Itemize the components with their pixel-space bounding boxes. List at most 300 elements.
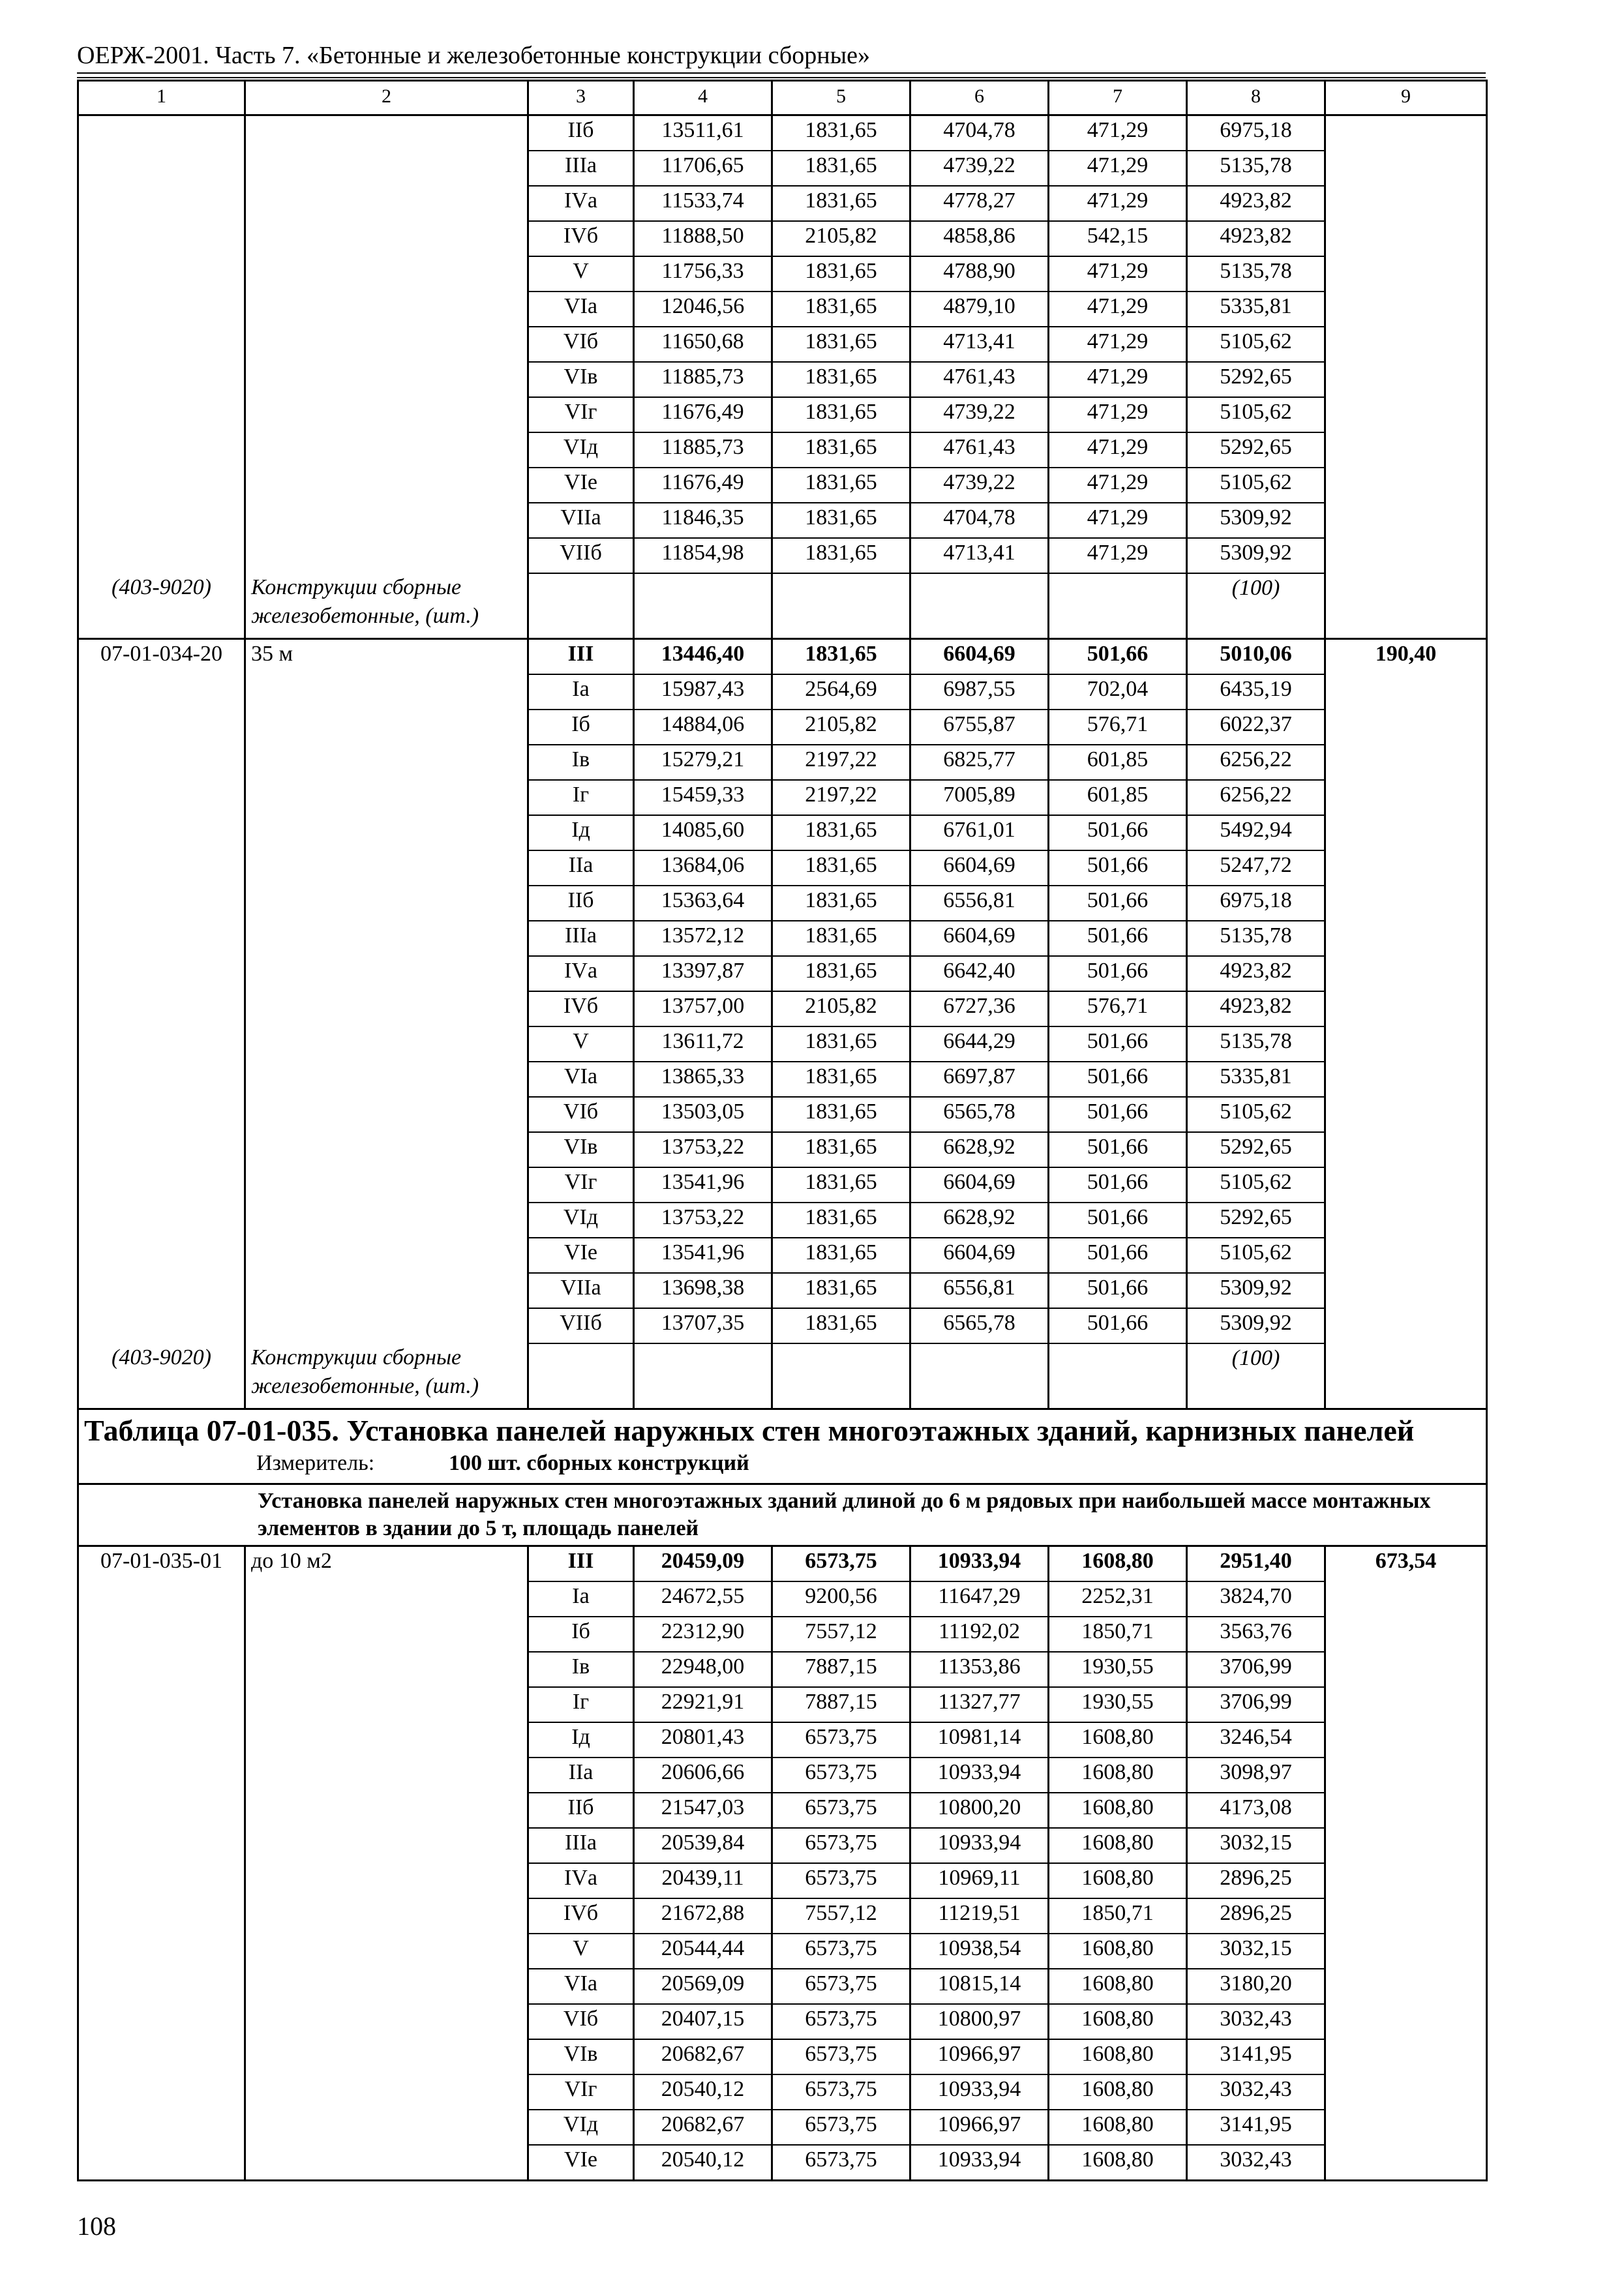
price-value: 13611,72 — [634, 1026, 772, 1062]
price-value: 471,29 — [1049, 151, 1187, 186]
price-value: 1831,65 — [772, 1167, 910, 1203]
price-value: 6573,75 — [772, 1863, 910, 1898]
table-row — [78, 1898, 1487, 1934]
table-cell — [910, 1343, 1049, 1409]
price-value: 20801,43 — [634, 1722, 772, 1758]
rate-name — [245, 1308, 528, 1343]
labor-cost — [1325, 1828, 1487, 1863]
price-value: 6573,75 — [772, 1934, 910, 1969]
zone-label: VIд — [528, 2110, 634, 2145]
zone-label: VIб — [528, 327, 634, 362]
labor-cost — [1325, 292, 1487, 327]
price-value: 3098,97 — [1187, 1758, 1325, 1793]
rate-name — [245, 1898, 528, 1934]
price-value: 4704,78 — [910, 115, 1049, 151]
price-value: 11854,98 — [634, 538, 772, 573]
price-value: 6565,78 — [910, 1097, 1049, 1132]
labor-cost — [1325, 1062, 1487, 1097]
table-row — [78, 1203, 1487, 1238]
table-row — [78, 674, 1487, 710]
price-value: 5309,92 — [1187, 1308, 1325, 1343]
price-value: 20459,09 — [634, 1546, 772, 1582]
price-value: 2951,40 — [1187, 1546, 1325, 1582]
price-value: 11327,77 — [910, 1687, 1049, 1722]
price-value: 13541,96 — [634, 1167, 772, 1203]
rate-name — [245, 1581, 528, 1617]
labor-cost — [1325, 1863, 1487, 1898]
price-value: 9200,56 — [772, 1581, 910, 1617]
table-cell — [772, 573, 910, 639]
price-value: 6022,37 — [1187, 710, 1325, 745]
rate-code — [78, 2004, 245, 2039]
table-row — [78, 221, 1487, 256]
table-row — [78, 115, 1487, 151]
zone-label: IIа — [528, 850, 634, 886]
zone-label: VIв — [528, 1132, 634, 1167]
column-number: 7 — [1049, 81, 1187, 115]
zone-label: Iг — [528, 780, 634, 815]
price-value: 4761,43 — [910, 362, 1049, 397]
rate-name — [245, 745, 528, 780]
rate-code — [78, 1167, 245, 1203]
price-value: 6642,40 — [910, 956, 1049, 991]
price-value: 1831,65 — [772, 538, 910, 573]
header-rule — [77, 77, 1486, 78]
table-row — [78, 538, 1487, 573]
price-value: 6644,29 — [910, 1026, 1049, 1062]
price-value: 2105,82 — [772, 221, 910, 256]
rate-code — [78, 221, 245, 256]
resource-name: Конструкции сборные железобетонные, (шт.) — [245, 1343, 528, 1409]
zone-label: IVб — [528, 221, 634, 256]
price-value: 471,29 — [1049, 432, 1187, 468]
zone-label: IVа — [528, 956, 634, 991]
rate-name — [245, 710, 528, 745]
resource-row — [78, 573, 1487, 639]
rate-name: 35 м — [245, 639, 528, 675]
price-value: 1831,65 — [772, 639, 910, 675]
rate-name — [245, 1793, 528, 1828]
labor-cost — [1325, 956, 1487, 991]
price-value: 13397,87 — [634, 956, 772, 991]
rate-name — [245, 468, 528, 503]
price-value: 21672,88 — [634, 1898, 772, 1934]
labor-cost — [1325, 1203, 1487, 1238]
price-value: 1608,80 — [1049, 1969, 1187, 2004]
price-value: 2105,82 — [772, 991, 910, 1026]
rate-code — [78, 1132, 245, 1167]
price-value: 501,66 — [1049, 850, 1187, 886]
labor-cost — [1325, 1581, 1487, 1617]
price-value: 1831,65 — [772, 256, 910, 292]
price-value: 501,66 — [1049, 1062, 1187, 1097]
price-value: 5292,65 — [1187, 1203, 1325, 1238]
labor-cost — [1325, 710, 1487, 745]
price-value: 15279,21 — [634, 745, 772, 780]
table-cell — [1325, 573, 1487, 639]
rate-code — [78, 956, 245, 991]
price-value: 4761,43 — [910, 432, 1049, 468]
rate-name — [245, 503, 528, 538]
rate-name — [245, 221, 528, 256]
price-value: 11846,35 — [634, 503, 772, 538]
price-value: 7005,89 — [910, 780, 1049, 815]
meter-label: Измеритель: — [256, 1451, 375, 1475]
labor-cost — [1325, 256, 1487, 292]
rate-code — [78, 1898, 245, 1934]
table-cell — [772, 1343, 910, 1409]
price-value: 5247,72 — [1187, 850, 1325, 886]
price-value: 4173,08 — [1187, 1793, 1325, 1828]
price-value: 10933,94 — [910, 1546, 1049, 1582]
price-value: 6573,75 — [772, 2039, 910, 2074]
zone-label: Iг — [528, 1687, 634, 1722]
labor-cost — [1325, 397, 1487, 432]
zone-label: VIд — [528, 432, 634, 468]
price-value: 13572,12 — [634, 921, 772, 956]
table-row — [78, 1546, 1487, 1582]
price-value: 471,29 — [1049, 292, 1187, 327]
price-value: 3563,76 — [1187, 1617, 1325, 1652]
price-value: 3141,95 — [1187, 2110, 1325, 2145]
rate-name — [245, 256, 528, 292]
price-value: 5010,06 — [1187, 639, 1325, 675]
price-value: 10933,94 — [910, 1828, 1049, 1863]
column-number: 9 — [1325, 81, 1487, 115]
price-value: 6975,18 — [1187, 886, 1325, 921]
zone-label: Iа — [528, 674, 634, 710]
labor-cost — [1325, 2145, 1487, 2181]
labor-cost — [1325, 886, 1487, 921]
labor-cost — [1325, 1652, 1487, 1687]
price-value: 10800,97 — [910, 2004, 1049, 2039]
price-value: 14884,06 — [634, 710, 772, 745]
price-value: 13698,38 — [634, 1273, 772, 1308]
labor-cost — [1325, 1898, 1487, 1934]
price-value: 3141,95 — [1187, 2039, 1325, 2074]
zone-label: Iа — [528, 1581, 634, 1617]
price-value: 1608,80 — [1049, 1758, 1187, 1793]
price-value: 5105,62 — [1187, 1167, 1325, 1203]
rate-name — [245, 1934, 528, 1969]
table-cell — [1049, 1343, 1187, 1409]
price-value: 471,29 — [1049, 503, 1187, 538]
rate-name — [245, 432, 528, 468]
rate-code: 07-01-035-01 — [78, 1546, 245, 1582]
price-value: 1831,65 — [772, 850, 910, 886]
rate-name — [245, 1203, 528, 1238]
price-value: 501,66 — [1049, 1097, 1187, 1132]
price-value: 501,66 — [1049, 1308, 1187, 1343]
price-value: 7887,15 — [772, 1652, 910, 1687]
labor-cost — [1325, 2110, 1487, 2145]
price-value: 24672,55 — [634, 1581, 772, 1617]
table-row — [78, 1097, 1487, 1132]
price-value: 1831,65 — [772, 362, 910, 397]
table-row — [78, 1687, 1487, 1722]
labor-cost — [1325, 991, 1487, 1026]
price-value: 471,29 — [1049, 327, 1187, 362]
zone-label: IIIа — [528, 151, 634, 186]
price-value: 5135,78 — [1187, 151, 1325, 186]
labor-cost — [1325, 362, 1487, 397]
price-value: 3824,70 — [1187, 1581, 1325, 1617]
price-value: 501,66 — [1049, 1238, 1187, 1273]
price-value: 20682,67 — [634, 2039, 772, 2074]
price-value: 7557,12 — [772, 1617, 910, 1652]
price-value: 6975,18 — [1187, 115, 1325, 151]
rate-code — [78, 397, 245, 432]
labor-cost — [1325, 221, 1487, 256]
labor-cost — [1325, 1758, 1487, 1793]
labor-cost — [1325, 1617, 1487, 1652]
price-value: 471,29 — [1049, 538, 1187, 573]
column-number: 5 — [772, 81, 910, 115]
table-row — [78, 362, 1487, 397]
price-value: 11647,29 — [910, 1581, 1049, 1617]
rate-code — [78, 2074, 245, 2110]
rate-code — [78, 327, 245, 362]
price-value: 2197,22 — [772, 745, 910, 780]
labor-cost — [1325, 1934, 1487, 1969]
price-value: 1831,65 — [772, 432, 910, 468]
rate-name — [245, 1828, 528, 1863]
zone-label: V — [528, 1026, 634, 1062]
price-value: 10966,97 — [910, 2039, 1049, 2074]
labor-cost — [1325, 538, 1487, 573]
table-cell — [528, 1343, 634, 1409]
labor-cost: 673,54 — [1325, 1546, 1487, 1582]
price-value: 5105,62 — [1187, 397, 1325, 432]
rate-name — [245, 327, 528, 362]
price-value: 4923,82 — [1187, 991, 1325, 1026]
table-row — [78, 1969, 1487, 2004]
table-cell — [1049, 573, 1187, 639]
rate-code — [78, 292, 245, 327]
price-value: 20539,84 — [634, 1828, 772, 1863]
price-value: 1831,65 — [772, 1097, 910, 1132]
zone-label: VIIб — [528, 1308, 634, 1343]
rate-code — [78, 1062, 245, 1097]
price-value: 6825,77 — [910, 745, 1049, 780]
zone-label: Iв — [528, 745, 634, 780]
rate-name — [245, 921, 528, 956]
table-row — [78, 432, 1487, 468]
price-value: 5335,81 — [1187, 1062, 1325, 1097]
price-value: 2105,82 — [772, 710, 910, 745]
price-value: 11676,49 — [634, 397, 772, 432]
price-value: 2197,22 — [772, 780, 910, 815]
rate-name — [245, 815, 528, 850]
table-cell — [1325, 1343, 1487, 1409]
rate-code: 07-01-034-20 — [78, 639, 245, 675]
table-row — [78, 850, 1487, 886]
table-row — [78, 2039, 1487, 2074]
table-row — [78, 1828, 1487, 1863]
rates-table-body — [78, 81, 1487, 2181]
price-value: 501,66 — [1049, 639, 1187, 675]
table-row — [78, 991, 1487, 1026]
price-value: 10800,20 — [910, 1793, 1049, 1828]
table-row — [78, 780, 1487, 815]
zone-label: IVб — [528, 1898, 634, 1934]
price-value: 6573,75 — [772, 1758, 910, 1793]
rate-code — [78, 1581, 245, 1617]
price-value: 576,71 — [1049, 710, 1187, 745]
resource-value: (100) — [1187, 573, 1325, 639]
table-row — [78, 2145, 1487, 2181]
price-value: 4739,22 — [910, 151, 1049, 186]
rate-name — [245, 886, 528, 921]
rate-code — [78, 186, 245, 221]
price-value: 4713,41 — [910, 327, 1049, 362]
table-row — [78, 1308, 1487, 1343]
price-value: 1831,65 — [772, 921, 910, 956]
rate-code — [78, 1828, 245, 1863]
price-value: 501,66 — [1049, 1167, 1187, 1203]
rate-code — [78, 362, 245, 397]
table-row — [78, 1238, 1487, 1273]
page-header-title: ОЕРЖ-2001. Часть 7. «Бетонные и железобетонные конструкции сборные» — [77, 42, 870, 69]
labor-cost — [1325, 780, 1487, 815]
price-value: 11885,73 — [634, 362, 772, 397]
price-value: 471,29 — [1049, 115, 1187, 151]
rate-code — [78, 1934, 245, 1969]
price-value: 11676,49 — [634, 468, 772, 503]
table-row — [78, 1617, 1487, 1652]
price-value: 1831,65 — [772, 397, 910, 432]
price-value: 501,66 — [1049, 956, 1187, 991]
rate-code — [78, 2145, 245, 2181]
price-value: 21547,03 — [634, 1793, 772, 1828]
price-value: 3706,99 — [1187, 1687, 1325, 1722]
price-value: 1608,80 — [1049, 1722, 1187, 1758]
price-value: 4858,86 — [910, 221, 1049, 256]
labor-cost — [1325, 1132, 1487, 1167]
price-value: 13503,05 — [634, 1097, 772, 1132]
price-value: 6256,22 — [1187, 780, 1325, 815]
price-value: 15987,43 — [634, 674, 772, 710]
price-value: 6604,69 — [910, 850, 1049, 886]
labor-cost — [1325, 1097, 1487, 1132]
zone-label: VIIа — [528, 503, 634, 538]
rate-code — [78, 780, 245, 815]
price-value: 5135,78 — [1187, 921, 1325, 956]
price-value: 1850,71 — [1049, 1617, 1187, 1652]
table-title-row — [78, 1409, 1487, 1484]
zone-label: VIв — [528, 362, 634, 397]
rate-code — [78, 1687, 245, 1722]
labor-cost — [1325, 674, 1487, 710]
price-value: 6987,55 — [910, 674, 1049, 710]
price-value: 1930,55 — [1049, 1652, 1187, 1687]
rate-name — [245, 397, 528, 432]
price-value: 5292,65 — [1187, 1132, 1325, 1167]
price-value: 6628,92 — [910, 1203, 1049, 1238]
zone-label: IVа — [528, 186, 634, 221]
price-value: 6573,75 — [772, 2145, 910, 2181]
price-value: 471,29 — [1049, 468, 1187, 503]
rate-name — [245, 1132, 528, 1167]
price-value: 6435,19 — [1187, 674, 1325, 710]
rate-name — [245, 991, 528, 1026]
price-value: 3706,99 — [1187, 1652, 1325, 1687]
price-value: 3032,43 — [1187, 2074, 1325, 2110]
rate-name — [245, 2074, 528, 2110]
rate-code — [78, 1863, 245, 1898]
rate-code — [78, 710, 245, 745]
table-row — [78, 1793, 1487, 1828]
price-value: 10933,94 — [910, 1758, 1049, 1793]
price-value: 20606,66 — [634, 1758, 772, 1793]
rate-code — [78, 115, 245, 151]
zone-label: VIб — [528, 2004, 634, 2039]
price-value: 6256,22 — [1187, 745, 1325, 780]
price-value: 3180,20 — [1187, 1969, 1325, 2004]
rate-code — [78, 1026, 245, 1062]
column-number: 4 — [634, 81, 772, 115]
price-value: 7887,15 — [772, 1687, 910, 1722]
rate-name — [245, 1062, 528, 1097]
price-value: 15363,64 — [634, 886, 772, 921]
price-value: 20407,15 — [634, 2004, 772, 2039]
price-value: 3032,43 — [1187, 2004, 1325, 2039]
rate-code — [78, 1722, 245, 1758]
price-value: 5292,65 — [1187, 362, 1325, 397]
zone-label: VIг — [528, 397, 634, 432]
price-value: 1831,65 — [772, 292, 910, 327]
price-value: 11885,73 — [634, 432, 772, 468]
price-value: 10933,94 — [910, 2074, 1049, 2110]
column-number: 8 — [1187, 81, 1325, 115]
price-value: 20540,12 — [634, 2145, 772, 2181]
price-value: 501,66 — [1049, 1273, 1187, 1308]
price-value: 11650,68 — [634, 327, 772, 362]
zone-label: VIIа — [528, 1273, 634, 1308]
price-value: 1850,71 — [1049, 1898, 1187, 1934]
rate-name — [245, 1687, 528, 1722]
price-value: 5309,92 — [1187, 538, 1325, 573]
price-value: 5335,81 — [1187, 292, 1325, 327]
price-value: 13511,61 — [634, 115, 772, 151]
table-cell — [910, 573, 1049, 639]
rate-name — [245, 115, 528, 151]
rate-name — [245, 1863, 528, 1898]
price-value: 3032,43 — [1187, 2145, 1325, 2181]
price-value: 576,71 — [1049, 991, 1187, 1026]
zone-label: VIа — [528, 1969, 634, 2004]
price-value: 1608,80 — [1049, 2074, 1187, 2110]
price-value: 1608,80 — [1049, 1546, 1187, 1582]
table-title: Таблица 07-01-035. Установка панелей наружных стен многоэтажных зданий, карнизных панелей — [84, 1414, 1415, 1447]
zone-label: III — [528, 1546, 634, 1582]
column-number: 3 — [528, 81, 634, 115]
price-value: 1831,65 — [772, 327, 910, 362]
table-title-cell — [78, 1409, 1487, 1484]
price-value: 1608,80 — [1049, 2110, 1187, 2145]
zone-label: V — [528, 1934, 634, 1969]
table-row — [78, 886, 1487, 921]
price-value: 5135,78 — [1187, 256, 1325, 292]
rate-name — [245, 2004, 528, 2039]
price-value: 11533,74 — [634, 186, 772, 221]
rate-code — [78, 991, 245, 1026]
price-value: 13757,00 — [634, 991, 772, 1026]
price-value: 13753,22 — [634, 1132, 772, 1167]
price-value: 14085,60 — [634, 815, 772, 850]
price-value: 501,66 — [1049, 886, 1187, 921]
price-value: 13753,22 — [634, 1203, 772, 1238]
